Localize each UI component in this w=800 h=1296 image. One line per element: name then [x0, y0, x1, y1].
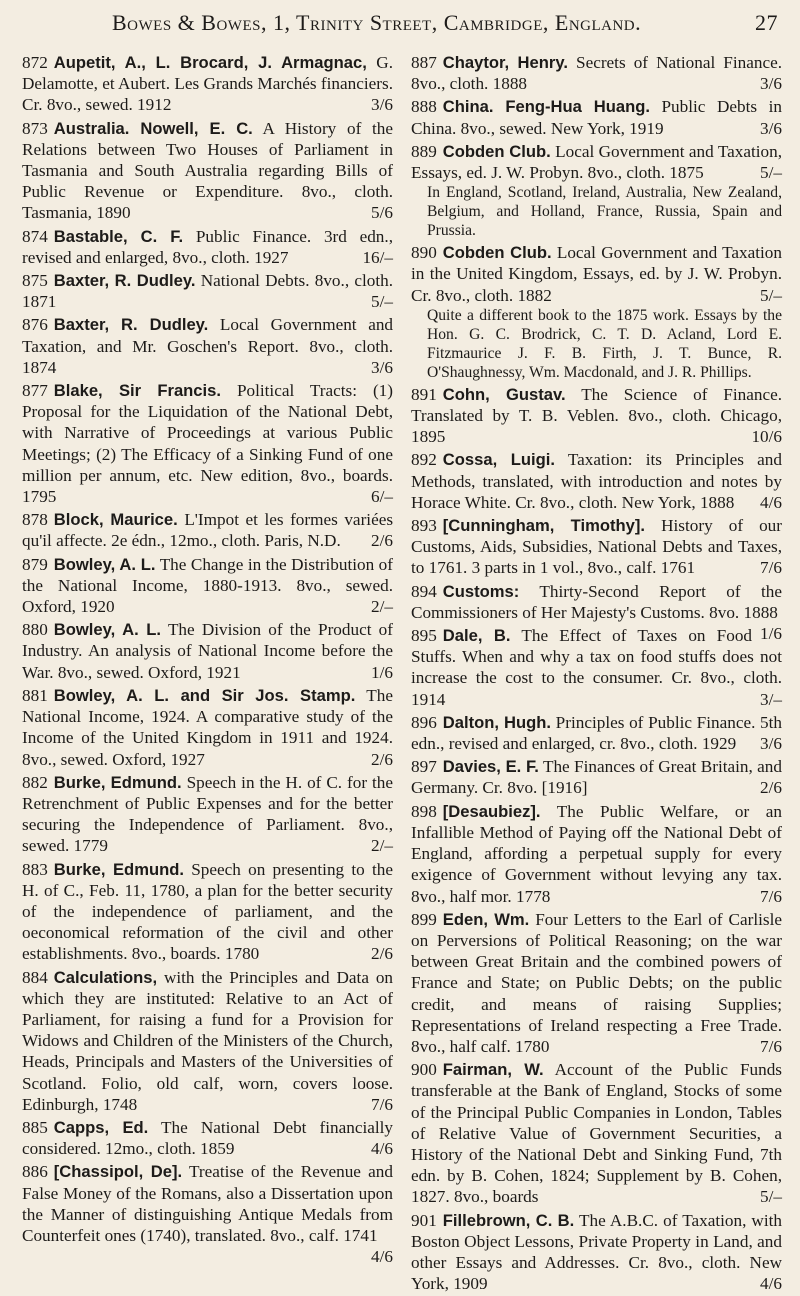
entry-description: Thirty-Second Report of the Commissioners of Her Majesty's Customs. 8vo. 1888 [411, 581, 782, 622]
entry-number: 872 [22, 53, 48, 72]
entry-price: 4/6 [760, 1274, 782, 1294]
entry-price: 3/6 [760, 734, 782, 754]
entry-price: 2/6 [371, 531, 393, 551]
page-header [22, 10, 782, 48]
left-column [22, 52, 393, 1296]
entry-price: 2/– [371, 597, 393, 617]
entry-author: Baxter, R. Dudley. [53, 315, 209, 335]
entry-number: 901 [411, 1210, 437, 1230]
entry-price: 3/6 [371, 357, 393, 377]
entry-description: Local Government and Taxation in the United Kingdom, Essays, ed. by J. W. Probyn. Cr. 8vo., cloth. 1882 [411, 243, 782, 305]
entry-price: 3/– [760, 689, 782, 709]
entry-description: Political Tracts: (1) Proposal for the Liquidation of the National Debt, with Narrative of Proceedings at various Public Meetings; (2) The Efficacy of a Sinking Fund of one million per annum, etc. New edition, 8vo., boards. 1795 [22, 381, 393, 507]
entry-number: 885 [22, 1117, 48, 1137]
entry-author: Fillebrown, C. B. [442, 1210, 575, 1230]
catalogue-entry [411, 712, 782, 754]
entry-description: Local Government and Taxation, and Mr. Goschen's Report. 8vo., cloth. 1874 [22, 315, 394, 377]
catalogue-entry [22, 509, 393, 551]
entry-number: 893 [411, 516, 437, 536]
entry-number: 899 [411, 909, 437, 929]
entry-price: 2/– [371, 836, 393, 856]
entry-number: 873 [22, 118, 48, 138]
entry-price: 7/6 [760, 886, 782, 906]
entry-author: Chaytor, Henry. [442, 53, 568, 72]
entry-number: 875 [22, 271, 48, 291]
catalogue-entry [22, 685, 393, 770]
entry-author: Customs: [442, 581, 520, 601]
catalogue-entry [22, 314, 393, 378]
columns [22, 52, 782, 1296]
entry-description: Public Debts in China. 8vo., sewed. New York, 1919 [411, 97, 782, 138]
catalogue-entry [411, 801, 782, 907]
catalogue-entry [22, 118, 393, 224]
entry-price: 4/6 [371, 1139, 393, 1159]
entry-number: 876 [22, 315, 48, 335]
entry-number: 886 [22, 1162, 48, 1182]
entry-description: Four Letters to the Earl of Carlisle on Perversions of Political Reasoning; on the war between Great Britain and the combined powers of France and State; on Public Debts; on the public credit, and means of raising Supplies; Representations of Ireland respecting a Free Trade. 8vo., half calf. 1780 [411, 909, 782, 1056]
entry-author: Bowley, A. L. [53, 620, 162, 640]
entry-number: 883 [22, 859, 48, 879]
entry-price: 7/6 [371, 1094, 393, 1114]
catalogue-entry [411, 384, 782, 448]
entry-note: Quite a different book to the 1875 work. Essays by the Hon. G. C. Brodrick, C. T. D. Acland, Lord E. Fitzmaurice J. F. B. Firth, J. T. Bunce, R. O'Shaughnessy, Wm. Macdonald, and J. R. Phillips. [427, 306, 782, 381]
catalogue-entry [411, 1059, 782, 1207]
entry-author: Cobden Club. [442, 243, 552, 263]
entry-description: Speech on presenting to the H. of C., Feb. 11, 1780, a plan for the better security of the independence of parliament, and the oeconomical reformation of the civil and other establishments. 8vo., boards. 1780 [22, 859, 393, 964]
page-number: 27 [755, 10, 778, 35]
entry-description: The Finances of Great Britain, and Germany. Cr. 8vo. [1916] [411, 757, 782, 798]
entry-price: 2/6 [760, 778, 782, 798]
entry-author: Aupetit, A., L. Brocard, J. Armagnac, [53, 53, 367, 72]
right-column [411, 52, 782, 1296]
entry-note: In England, Scotland, Ireland, Australia, New Zealand, Belgium, and Holland, France, Russia, Spain and Prussia. [427, 184, 782, 240]
catalogue-entry [411, 141, 782, 240]
entry-description: Account of the Public Funds transferable at the Bank of England, Stocks of some of the Principal Public Companies in London, Tables of Relative Value of Government Securities, a History of the National Debt and Sinking Fund, 7th edn. by B. Cohen, 1824; Supplement by B. Cohen, 1827. 8vo., boards [411, 1060, 782, 1207]
entry-price: 10/6 [751, 427, 782, 447]
entry-description: G. Delamotte, et Aubert. Les Grands Marchés financiers. Cr. 8vo., sewed. 1912 [22, 53, 393, 115]
catalogue-entry [22, 554, 393, 618]
entry-author: Cossa, Luigi. [442, 450, 555, 470]
catalogue-entry [411, 52, 782, 94]
entry-number: 890 [411, 243, 437, 263]
entry-price: 5/– [760, 285, 782, 305]
entry-description: The A.B.C. of Taxation, with Boston Object Lessons, Private Property in Land, and other Essays and Addresses. Cr. 8vo., cloth. New York, 1909 [411, 1210, 782, 1294]
catalogue-entry [411, 1210, 782, 1295]
entry-description: The Science of Finance. Translated by T. B. Veblen. 8vo., cloth. Chicago, 1895 [411, 384, 782, 447]
entry-price: 5/– [760, 1187, 782, 1207]
catalogue-entry [22, 967, 393, 1115]
entry-description: The Effect of Taxes on Food Stuffs. When and why a tax on food stuffs does not increase the cost to the consumer. Cr. 8vo., cloth. 1914 [411, 626, 782, 709]
entry-number: 877 [22, 381, 48, 401]
entry-price: 1/6 [760, 624, 782, 644]
entry-description: L'Impot et les formes variées qu'il affecte. 2e édn., 12mo., cloth. Paris, N.D. [22, 510, 394, 551]
entry-author: Bowley, A. L. [53, 554, 156, 574]
entry-price: 3/6 [371, 95, 393, 115]
entry-description: The National Debt financially considered. 12mo., cloth. 1859 [22, 1117, 394, 1159]
entry-number: 892 [411, 450, 437, 470]
entry-author: Burke, Edmund. [53, 772, 182, 792]
entry-description: The Public Welfare, or an Infallible Method of Paying off the National Debt of England, affording a perpetual supply for every exigence of Government without levying any tax. 8vo., half mor. 1778 [411, 801, 782, 906]
entry-number: 874 [22, 226, 48, 246]
catalogue-entry [411, 909, 782, 1057]
entry-author: Bowley, A. L. and Sir Jos. Stamp. [53, 685, 356, 705]
entry-number: 881 [22, 685, 48, 705]
entry-author: Blake, Sir Francis. [53, 381, 221, 401]
entry-number: 882 [22, 772, 48, 792]
entry-number: 878 [22, 510, 48, 530]
entry-price: 1/6 [371, 662, 393, 682]
entry-price: 7/6 [760, 558, 782, 578]
entry-price: 4/6 [760, 492, 782, 512]
entry-description: The Change in the Distribution of the National Income, 1880-1913. 8vo., sewed. Oxford, 1920 [22, 554, 393, 617]
entry-description: History of our Customs, Aids, Subsidies, National Debts and Taxes, to 1761. 3 parts in 1 vol., 8vo., calf. 1761 [411, 516, 783, 578]
entry-number: 895 [411, 626, 437, 646]
entry-number: 887 [411, 53, 437, 72]
entry-author: [Desaubiez]. [442, 801, 541, 821]
entry-author: Dale, B. [442, 626, 511, 646]
catalogue-entry [411, 756, 782, 798]
entry-author: Burke, Edmund. [53, 859, 184, 879]
entry-author: Cobden Club. [442, 141, 551, 161]
catalogue-entry [22, 772, 393, 857]
entry-number: 880 [22, 620, 48, 640]
catalogue-entry [22, 380, 393, 507]
catalogue-entry [22, 619, 393, 683]
entry-number: 896 [411, 712, 437, 732]
catalogue-entry [411, 242, 782, 382]
entry-number: 900 [411, 1060, 437, 1080]
entry-author: Block, Maurice. [53, 510, 178, 530]
entry-author: Australia. Nowell, E. C. [53, 118, 253, 138]
entry-description: with the Principles and Data on which they are instituted: Relative to an Act of Parliament, for raising a fund for a Provision for Widows and Children of the Ministers of the Church, Heads, Principals and Masters of the Universities of Scotland. Folio, old calf, worn, covers loose. Edinburgh, 1748 [22, 967, 394, 1114]
entry-description: Secrets of National Finance. 8vo., cloth. 1888 [411, 53, 783, 94]
catalogue-entry [22, 52, 393, 116]
entry-price: 5/6 [371, 203, 393, 223]
entry-description: Treatise of the Revenue and False Money of the Romans, also a Dissertation upon the Manner of distinguishing Antique Medals from Counterfeit ones (1740), translated. 8vo., calf. 1741 [22, 1162, 393, 1245]
entry-description: National Debts. 8vo., cloth. 1871 [22, 271, 393, 312]
catalogue-entry [22, 226, 393, 268]
entry-author: [Chassipol, De]. [53, 1162, 183, 1182]
entry-number: 897 [411, 757, 437, 777]
entry-author: [Cunningham, Timothy]. [442, 516, 646, 536]
catalogue-entry [411, 515, 782, 579]
catalogue-entry [411, 96, 782, 138]
entry-price: 3/6 [760, 118, 782, 138]
entry-number: 898 [411, 801, 437, 821]
entry-number: 879 [22, 554, 48, 574]
entry-author: Calculations, [53, 967, 158, 987]
entry-price: 5/– [371, 292, 393, 312]
entry-author: Dalton, Hugh. [442, 712, 551, 732]
entry-author: Baxter, R. Dudley. [53, 271, 196, 291]
entry-author: Bastable, C. F. [53, 226, 184, 246]
entry-author: Eden, Wm. [442, 909, 530, 929]
entry-author: Davies, E. F. [442, 757, 539, 777]
entry-price: 6/– [371, 487, 393, 507]
catalogue-entry [22, 1117, 393, 1159]
entry-number: 891 [411, 384, 437, 404]
entry-author: Capps, Ed. [53, 1117, 149, 1137]
catalogue-entry [22, 270, 393, 312]
entry-description: Public Finance. 3rd edn., revised and enlarged, 8vo., cloth. 1927 [22, 226, 393, 267]
entry-description: Principles of Public Finance. 5th edn., revised and enlarged, cr. 8vo., cloth. 1929 [411, 712, 783, 754]
entry-author: China. Feng-Hua Huang. [442, 97, 650, 117]
catalogue-entry [22, 859, 393, 965]
entry-author: Fairman, W. [442, 1060, 544, 1080]
catalogue-entry [411, 449, 782, 513]
entry-price: 5/– [760, 163, 782, 183]
entry-author: Cohn, Gustav. [442, 384, 566, 404]
entry-price: 3/6 [760, 74, 782, 94]
entry-price: 7/6 [760, 1036, 782, 1056]
entry-price: 2/6 [371, 944, 393, 964]
entry-number: 894 [411, 581, 437, 601]
entry-number: 888 [411, 97, 437, 117]
entry-description: The National Income, 1924. A comparative study of the Income of the United Kingdom in 1911 and 1924. 8vo., sewed. Oxford, 1927 [22, 685, 393, 769]
entry-description: Local Government and Taxation, Essays, ed. J. W. Probyn. 8vo., cloth. 1875 [411, 141, 782, 183]
running-title: Bowes & Bowes, 1, Trinity Street, Cambridge, England. [112, 10, 642, 35]
entry-price: 16/– [362, 247, 393, 267]
entry-number: 889 [411, 141, 437, 161]
entry-number: 884 [22, 967, 48, 987]
catalogue-entry [411, 625, 782, 710]
catalogue-entry [22, 1161, 393, 1267]
entry-description: Taxation: its Principles and Methods, translated, with introduction and notes by Horace White. Cr. 8vo., cloth. New York, 1888 [411, 450, 782, 512]
entry-description: The Division of the Product of Industry. An analysis of National Income before the War. 8vo., sewed. Oxford, 1921 [22, 620, 394, 682]
entry-description: Speech in the H. of C. for the Retrenchment of Public Expenses and for the better securing the Independence of Parliament. 8vo., sewed. 1779 [22, 772, 394, 856]
entry-price: 2/6 [371, 749, 393, 769]
entry-price: 4/6 [371, 1247, 393, 1267]
entry-description: A History of the Relations between Two Houses of Parliament in Tasmania and South Australia regarding Bills of Public Revenue or Expenditure. 8vo., cloth. Tasmania, 1890 [22, 118, 393, 223]
